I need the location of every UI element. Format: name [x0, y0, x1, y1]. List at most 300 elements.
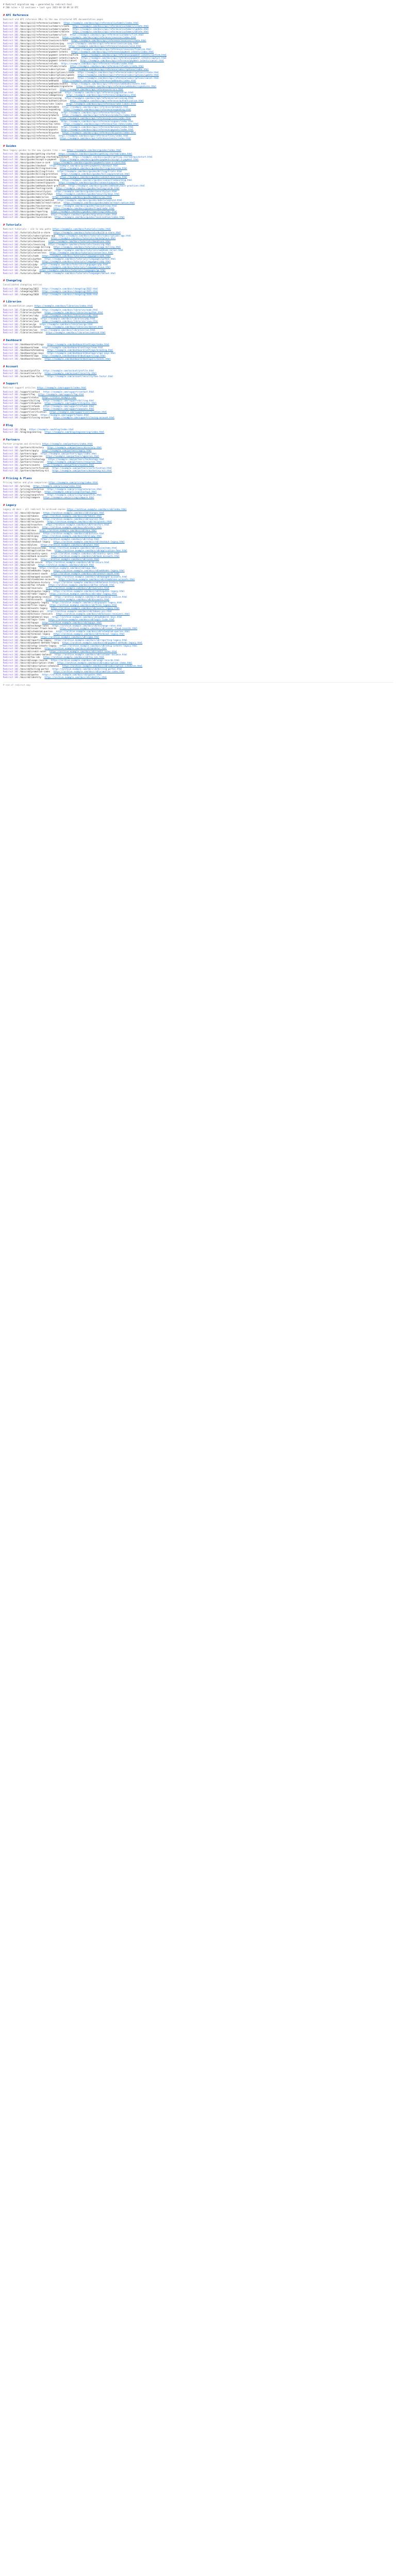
- rule-source-path: /docs/api/v1/reference/refunds/create: [20, 65, 67, 68]
- rule-target-link[interactable]: https://archive.example.com/docs/v0/billing-portal.html: [52, 667, 122, 670]
- rule-keyword: Redirect 301: [3, 452, 20, 455]
- redirect-lines: [3, 446, 393, 472]
- rule-keyword: Redirect 301: [3, 641, 20, 645]
- rule-target-link[interactable]: https://example.com/support/taxes.html: [41, 413, 89, 416]
- section-link[interactable]: https://example.com/docs/libraries/index.html: [34, 304, 93, 308]
- rule-keyword: Redirect 301: [3, 399, 20, 402]
- rule-target-link[interactable]: https://archive.example.com/docs/v0/plans.html: [41, 544, 100, 546]
- rule-target-link[interactable]: https://example.com/docs/api/reference/customers/create.html: [72, 25, 149, 27]
- hash-icon: #: [3, 339, 5, 343]
- rule-target-link[interactable]: https://example.com/partners/agencies.html: [45, 455, 100, 458]
- rule-target-link[interactable]: https://example.com/docs/api/reference/invoices/finalize.html: [74, 47, 152, 50]
- rule-target-link[interactable]: https://example.com/support/billing.html: [43, 399, 94, 402]
- rule-keyword: Redirect 301: [3, 416, 20, 419]
- rule-keyword: Redirect 301: [3, 56, 20, 59]
- section-note: [3, 508, 393, 511]
- rule-target-link[interactable]: https://example.com/docs/api/reference/subscriptions/create.html: [77, 71, 159, 74]
- rule-target-link[interactable]: https://example.com/support/verification.html: [50, 410, 107, 413]
- rule-source-path: /docs/api/v1/reference/customers: [20, 22, 60, 25]
- hash-icon: #: [3, 144, 5, 148]
- rule-target-link[interactable]: https://example.com/docs/api/reference/subscriptions/update.html: [77, 74, 159, 77]
- rule-target-link[interactable]: https://example.com/pricing/nonprofits.html: [47, 493, 102, 496]
- rule-target-link[interactable]: https://archive.example.com/docs/v0/ephemeral-keys.html: [52, 615, 122, 618]
- rule-target-link[interactable]: https://example.com/support/closing-account.html: [53, 416, 114, 419]
- rule-keyword: Redirect 301: [3, 85, 20, 88]
- rule-target-link[interactable]: https://example.com/docs/guides/security/pci.html: [55, 190, 117, 193]
- rule-target-link[interactable]: https://example.com/docs/tutorials/languages/ruby.html: [42, 260, 111, 263]
- rule-target-link[interactable]: https://example.com/docs/api/reference/versioning.html: [64, 96, 134, 99]
- rule-target-link[interactable]: https://archive.example.com/docs/v0/orders.html: [42, 526, 102, 529]
- rule-target-link[interactable]: https://example.com/docs/guides/payments/accept-a-payment.html: [60, 158, 139, 161]
- rule-target-link[interactable]: https://archive.example.com/docs/v0/fee-refunds.html: [48, 584, 114, 587]
- rule-target-link[interactable]: https://example.com/docs/guides/payments/checkout.html: [50, 164, 119, 167]
- rule-target-link[interactable]: https://archive.example.com/docs/v0/connect-oauth.html: [51, 572, 120, 575]
- rule-source-path: /docs/api/v1/reference/errors: [20, 88, 57, 91]
- rule-target-link[interactable]: https://archive.example.com/docs/v0/upcoming-invoice.html: [55, 595, 127, 598]
- rule-target-link[interactable]: https://example.com/docs/guides/mobile/react-native.html: [63, 201, 135, 205]
- rule-target-link[interactable]: https://archive.example.com/docs/v0/reversals.html: [45, 586, 110, 589]
- rule-source-path: /docs/v0/balance-history: [20, 581, 51, 584]
- rule-target-link[interactable]: https://example.com/docs/guides/connect/onboarding.html: [62, 178, 133, 181]
- section-title-text: Partners: [6, 438, 20, 442]
- rule-keyword: Redirect 301: [3, 25, 20, 27]
- rule-target-link[interactable]: https://archive.example.com/docs/v0/3d-secure.html: [45, 561, 110, 564]
- rule-target-link[interactable]: https://example.com/partners/technology.html: [48, 457, 105, 461]
- rule-source-path: /libraries/python: [20, 311, 41, 314]
- rule-target-link[interactable]: https://example.com/docs/libraries/ios.html: [41, 328, 96, 331]
- rule-target-link[interactable]: https://example.com/docs/changelog/2022.html: [42, 287, 98, 290]
- rule-keyword: Redirect 301: [3, 184, 20, 187]
- rule-target-link[interactable]: https://example.com/docs/guides/mobile/ios.html: [52, 196, 112, 199]
- rule-keyword: Redirect 301: [3, 94, 20, 97]
- rule-keyword: Redirect 301: [3, 254, 20, 257]
- rule-source-path: /docs/v0/cards: [20, 557, 38, 561]
- rule-source-path: /blog: [20, 428, 26, 431]
- rule-keyword: Redirect 301: [3, 644, 20, 647]
- rule-source-path: /docs/api/v1/reference/subscriptions/cancel: [20, 76, 75, 79]
- rule-keyword: Redirect 301: [3, 515, 20, 518]
- rule-target-link[interactable]: https://example.com/docs/api/reference/webhooks/index.html: [62, 79, 136, 82]
- rule-target-link[interactable]: https://archive.example.com/docs/v0/disputes-legacy.html: [53, 589, 125, 592]
- rule-target-link[interactable]: https://example.com/docs/api/reference/payment-intents/cancel.html: [80, 59, 164, 62]
- rule-source-path: /dashboard/events: [20, 358, 41, 361]
- rule-keyword: Redirect 301: [3, 578, 20, 581]
- rule-source-path: /docs/guides/migration: [20, 213, 48, 216]
- rule-target-link[interactable]: https://example.com/docs/tutorials/invoicing.html: [48, 243, 111, 246]
- section-link[interactable]: https://example.com/pricing/index.html: [48, 481, 98, 484]
- rule-target-link[interactable]: https://archive.example.com/docs/v0/payouts-legacy.html: [52, 601, 122, 604]
- rule-target-link[interactable]: https://archive.example.com/docs/v0/sources.html: [43, 517, 105, 520]
- section-title-text: Tutorials: [6, 223, 22, 227]
- rule-target-link[interactable]: https://archive.example.com/docs/v0/events-legacy.html: [51, 607, 120, 610]
- rule-target-link[interactable]: https://example.com/docs/api/reference/prices/index.html: [60, 117, 131, 120]
- rule-target-link[interactable]: https://example.com/pricing/enterprise.html: [47, 487, 102, 490]
- rule-keyword: Redirect 301: [3, 111, 20, 114]
- rule-source-path: /docs/guides/webhooks/best-practices: [20, 184, 65, 187]
- rule-target-link[interactable]: https://archive.example.com/docs/v0/reporting-legacy.html: [55, 638, 127, 641]
- rule-target-link[interactable]: https://example.com/dashboard/developers/logs.html: [42, 354, 106, 358]
- rule-keyword: Redirect 301: [3, 469, 20, 472]
- rule-target-link[interactable]: https://archive.example.com/docs/v0/ach.html: [38, 564, 94, 567]
- rule-target-link[interactable]: https://example.com/docs/api/reference/payment-intents/index.html: [71, 50, 154, 54]
- rule-target-link[interactable]: https://example.com/docs/api/reference/payment-intents/capture.html: [81, 56, 167, 59]
- rule-target-link[interactable]: https://status.example.com/: [42, 396, 77, 399]
- rule-target-link[interactable]: https://example.com/docs/tutorials/languages/node.html: [42, 254, 111, 257]
- rule-target-link[interactable]: https://example.com/docs/api/reference/invoices/void.html: [69, 45, 141, 48]
- rule-target-link[interactable]: https://archive.example.com/docs/v0/bitcoin.html: [43, 532, 105, 535]
- rule-keyword: Redirect 301: [3, 210, 20, 213]
- rule-source-path: /account/two-factor: [20, 375, 44, 378]
- rule-keyword: Redirect 301: [3, 369, 20, 372]
- rule-target-link[interactable]: https://example.com/docs/api/reference/refunds/index.html: [61, 62, 134, 65]
- rule-target-link[interactable]: https://example.com/docs/api/reference/products/index.html: [62, 114, 136, 117]
- rule-target-link[interactable]: https://example.com/docs/libraries/dotnet.html: [44, 326, 103, 329]
- rule-keyword: Redirect 301: [3, 586, 20, 589]
- redirect-lines: [3, 309, 393, 334]
- rule-keyword: Redirect 301: [3, 108, 20, 111]
- rule-target-link[interactable]: https://archive.example.com/docs/v0/identity.html: [44, 676, 107, 679]
- rule-target-link[interactable]: https://example.com/docs/api/reference/refunds/create.html: [70, 65, 144, 68]
- rule-target-link[interactable]: https://example.com/docs/api/reference/idempotency.html: [66, 94, 136, 97]
- rule-target-link[interactable]: https://archive.example.com/docs/v0/tokens-pii.html: [47, 609, 112, 613]
- rule-target-link[interactable]: https://example.com/support/faq.html: [38, 393, 84, 396]
- rule-target-link[interactable]: https://example.com/docs/api/reference/events/index.html: [60, 137, 131, 140]
- section-title-text: API Reference: [6, 14, 29, 17]
- rule-keyword: Redirect 301: [3, 36, 20, 39]
- rule-keyword: Redirect 301: [3, 328, 20, 331]
- rule-target-link[interactable]: https://example.com/dashboard/developers/api-keys.html: [47, 351, 116, 354]
- rule-target-link[interactable]: https://archive.example.com/docs/v0/issuer-fraud-records.html: [60, 627, 138, 630]
- rule-target-link[interactable]: https://example.com/docs/api/reference/customers/delete.html: [72, 30, 149, 33]
- rule-keyword: Redirect 301: [3, 532, 20, 535]
- rule-target-link[interactable]: https://archive.example.com/docs/v0/setup-intents-legacy.html: [60, 644, 138, 647]
- rule-target-link[interactable]: https://example.com/blog/index.html: [29, 428, 74, 431]
- rule-target-link[interactable]: https://example.com/docs/guides/tax/overview.html: [55, 204, 117, 207]
- rule-target-link[interactable]: https://archive.example.com/docs/v0/bank-accounts.html: [51, 555, 120, 558]
- rule-target-link[interactable]: https://archive.example.com/docs/v0/balance-history.html: [53, 581, 125, 584]
- rule-target-link[interactable]: https://example.com/support/refunds.html: [43, 404, 94, 408]
- rule-target-link[interactable]: https://example.com/docs/tutorials/languages/java.html: [42, 266, 111, 269]
- rule-keyword: Redirect 301: [3, 546, 20, 549]
- rule-keyword: Redirect 301: [3, 552, 20, 555]
- rule-target-link[interactable]: https://example.com/docs/guides/connect/overview.html: [60, 175, 127, 178]
- rule-target-link[interactable]: https://archive.example.com/docs/v0/credit-notes.html: [50, 650, 117, 653]
- rule-target-link[interactable]: https://example.com/docs/changelog/2021.html: [42, 290, 98, 293]
- rule-target-link[interactable]: https://example.com/docs/guides/security/keys.html: [56, 193, 120, 196]
- redirect-rule: [3, 431, 393, 434]
- rule-source-path: /docs/v0/webhooks-legacy: [20, 569, 51, 572]
- rule-source-path: /tutorials/node: [20, 254, 39, 257]
- rule-target-link[interactable]: https://example.com/docs/tutorials/usage-billing.html: [53, 246, 121, 249]
- rule-target-link[interactable]: https://example.com/docs/guides/getting-started/quickstart.html: [72, 155, 153, 158]
- rule-source-path: /docs/guides/billing/trials: [20, 170, 54, 173]
- rule-keyword: Redirect 301: [3, 260, 20, 263]
- rule-source-path: /docs/guides/mobile/ios: [20, 196, 49, 199]
- rule-target-link[interactable]: https://example.com/docs/tutorials/donations.html: [48, 240, 111, 243]
- rule-target-link[interactable]: https://example.com/docs/tutorials/languages/dotnet.html: [44, 272, 116, 275]
- rule-keyword: Redirect 301: [3, 630, 20, 633]
- rule-target-link[interactable]: https://example.com/partners/apply.html: [42, 449, 92, 452]
- rule-target-link[interactable]: https://archive.example.com/docs/v0/charges.html: [43, 512, 105, 515]
- section-title: [3, 300, 393, 304]
- rule-target-link[interactable]: https://archive.example.com/docs/v0/discounts.html: [45, 598, 110, 601]
- rule-target-link[interactable]: https://example.com/docs/api/reference/expanding.html: [63, 108, 131, 111]
- rule-target-link[interactable]: https://archive.example.com/docs/v0/subscription-schedules.html: [62, 664, 143, 667]
- rule-target-link[interactable]: https://example.com/docs/api/reference/webhooks/events.html: [71, 82, 146, 85]
- rule-target-link[interactable]: https://example.com/docs/guides/mobile/android.html: [57, 198, 122, 201]
- rule-keyword: Redirect 301: [3, 317, 20, 320]
- rule-target-link[interactable]: https://archive.example.com/docs/v0/tokens.html: [42, 515, 102, 518]
- rule-target-link[interactable]: https://example.com/docs/api/reference/payment-intents/confirm.html: [81, 53, 167, 56]
- redirect-rule: [3, 676, 393, 679]
- rule-keyword: Redirect 301: [3, 358, 20, 361]
- rule-keyword: Redirect 301: [3, 234, 20, 237]
- section-title-text: Dashboard: [6, 339, 22, 343]
- rule-target-link[interactable]: https://example.com/docs/api/reference/pagination.html: [64, 91, 134, 94]
- section-link[interactable]: https://example.com/docs/tutorials/index.html: [52, 227, 111, 230]
- rule-target-link[interactable]: https://example.com/docs/api/reference/invoices/create.html: [71, 39, 146, 42]
- hash-icon: #: [3, 223, 5, 227]
- rule-source-path: /pricing/enterprise: [20, 487, 44, 490]
- rule-source-path: /tutorials/invoicing: [20, 243, 45, 246]
- rule-target-link[interactable]: https://example.com/partners/certification.html: [52, 466, 112, 469]
- rule-target-link[interactable]: https://example.com/docs/api/reference/rate-limits.html: [66, 103, 136, 106]
- rule-source-path: /docs/v0/orders: [20, 526, 39, 529]
- rule-target-link[interactable]: https://example.com/docs/api/reference/payouts/index.html: [61, 128, 134, 131]
- rule-target-link[interactable]: https://example.com/docs/tutorials/subscriptions-app.html: [58, 234, 131, 237]
- rule-target-link[interactable]: https://archive.example.com/docs/v0/checkout-legacy.html: [53, 540, 125, 544]
- rule-target-link[interactable]: https://example.com/account/profile.html: [43, 369, 94, 372]
- rule-target-link[interactable]: https://archive.example.com/docs/v0/managed-accounts.html: [55, 575, 127, 578]
- rule-target-link[interactable]: https://example.com/docs/guides/billing/trials.html: [57, 170, 122, 173]
- rule-target-link[interactable]: https://example.com/docs/guides/billing/overview.html: [60, 167, 127, 170]
- rule-source-path: /docs/api/v1/reference/files: [20, 134, 56, 137]
- rule-target-link[interactable]: https://archive.example.com/docs/v0/tax-ids.html: [43, 656, 105, 659]
- section-note-text: Redirect support articles: [3, 386, 36, 389]
- rule-target-link[interactable]: https://archive.example.com/docs/v0/skus.html: [39, 529, 97, 532]
- rule-target-link[interactable]: https://example.com/docs/api/reference/errors.html: [60, 88, 124, 91]
- rule-target-link[interactable]: https://example.com/docs/changelog/2020.html: [42, 293, 98, 296]
- rule-target-link[interactable]: https://example.com/dashboard/settings/index.html: [47, 343, 110, 346]
- rule-target-link[interactable]: https://example.com/docs/guides/connect/payouts.html: [58, 181, 125, 184]
- rule-target-link[interactable]: https://example.com/docs/tutorials/build-a-store.html: [53, 231, 121, 234]
- rule-keyword: Redirect 301: [3, 413, 20, 416]
- rule-target-link[interactable]: https://example.com/support/disputes.html: [44, 402, 97, 405]
- rule-source-path: /tutorials/serverless: [20, 251, 46, 255]
- rule-target-link[interactable]: https://example.com/docs/guides/fraud/radar.html: [53, 207, 114, 210]
- rule-target-link[interactable]: https://example.com/docs/api/reference/invoices/pay.html: [67, 42, 139, 45]
- rule-source-path: /tutorials/usage-billing: [20, 246, 51, 249]
- rule-keyword: Redirect 301: [3, 653, 20, 656]
- rule-keyword: Redirect 301: [3, 216, 20, 219]
- rule-target-link[interactable]: https://archive.example.com/docs/v0/promotion-codes.html: [53, 670, 125, 673]
- rule-target-link[interactable]: https://example.com/docs/api/reference/authentication.html: [70, 99, 144, 103]
- rule-keyword: Redirect 301: [3, 457, 20, 461]
- rule-target-link[interactable]: https://example.com/account/security.html: [44, 372, 97, 375]
- section-9: [3, 438, 393, 472]
- rule-target-link[interactable]: https://archive.example.com/docs/v0/recipients.html: [47, 520, 112, 523]
- rule-target-link[interactable]: https://example.com/docs/libraries/python.html: [44, 311, 103, 314]
- rule-target-link[interactable]: https://archive.example.com/docs/v0/country-specs.html: [51, 552, 120, 555]
- rule-source-path: /docs/v0/usage-records: [20, 658, 48, 662]
- rule-target-link[interactable]: https://example.com/docs/tutorials/languages/python.html: [44, 257, 116, 260]
- hash-icon: #: [3, 382, 5, 386]
- rule-target-link[interactable]: https://example.com/docs/guides/reporting/index.html: [51, 210, 117, 213]
- rule-target-link[interactable]: https://example.com/pricing/startups.html: [44, 490, 97, 494]
- rule-keyword: Redirect 301: [3, 173, 20, 176]
- header-line-1: # Redirect migration map — generated by redirect-tool: [3, 3, 72, 6]
- rule-target-link[interactable]: https://example.com/docs/guides/payments/save-a-card.html: [53, 161, 126, 164]
- rule-source-path: /partners/marketing-kit: [20, 469, 49, 472]
- redirect-lines: [3, 485, 393, 499]
- rule-target-link[interactable]: https://example.com/docs/api/reference/testing.html: [61, 111, 126, 114]
- rule-keyword: Redirect 301: [3, 676, 20, 679]
- rule-target-link[interactable]: https://example.com/docs/api/reference/balance/index.html: [61, 125, 134, 128]
- rule-keyword: Redirect 301: [3, 167, 20, 170]
- rule-target-link[interactable]: https://example.com/docs/api/reference/subscriptions/cancel.html: [77, 76, 159, 79]
- rule-keyword: Redirect 301: [3, 134, 20, 137]
- rule-keyword: Redirect 301: [3, 105, 20, 108]
- rule-target-link[interactable]: https://example.com/docs/libraries/php.html: [41, 317, 96, 320]
- rule-keyword: Redirect 301: [3, 487, 20, 490]
- rule-target-link[interactable]: https://archive.example.com/docs/v0/scheduled-queries.html: [56, 630, 130, 633]
- rule-target-link[interactable]: https://example.com/partners/apps/index.html: [41, 452, 97, 455]
- rule-source-path: /account/profile: [20, 369, 40, 372]
- rule-source-path: /tutorials/subscriptions-app: [20, 234, 56, 237]
- section-7: [3, 382, 393, 419]
- rule-source-path: /changelog/2022: [20, 287, 39, 290]
- rule-target-link[interactable]: https://example.com/pricing/index.html: [33, 485, 81, 488]
- rule-source-path: /libraries/go: [20, 323, 37, 326]
- rule-target-link[interactable]: https://example.com/support/contact.html: [43, 390, 94, 393]
- rule-target-link[interactable]: https://example.com/docs/api/reference/coupons/index.html: [61, 120, 134, 123]
- rule-target-link[interactable]: https://example.com/docs/api/reference/subscriptions/index.html: [69, 67, 149, 71]
- rule-target-link[interactable]: https://archive.example.com/docs/v0/mandates.html: [44, 647, 107, 650]
- rule-target-link[interactable]: https://example.com/docs/guides/localization/index.html: [55, 216, 125, 219]
- rule-keyword: Redirect 301: [3, 257, 20, 260]
- rule-keyword: Redirect 301: [3, 431, 20, 434]
- rule-target-link[interactable]: https://archive.example.com/docs/v0/sepa.html: [39, 566, 97, 569]
- section-link[interactable]: https://example.com/support/index.html: [37, 386, 87, 389]
- rule-target-link[interactable]: https://example.com/dashboard/developers/events.html: [44, 358, 111, 361]
- rule-target-link[interactable]: https://archive.example.com/docs/v0/relay.html: [41, 537, 100, 540]
- section-link[interactable]: https://example.com/partners/index.html: [42, 442, 93, 445]
- rule-keyword: Redirect 301: [3, 103, 20, 106]
- rule-target-link[interactable]: https://archive.example.com/docs/v0/topups.html: [42, 621, 102, 624]
- section-link[interactable]: https://archive.example.com/docs/v0/index.html: [67, 508, 127, 511]
- rule-source-path: /dashboard/logs: [20, 354, 39, 358]
- rule-target-link[interactable]: https://example.com/docs/guides/webhooks/best-practices.html: [69, 184, 145, 187]
- rule-keyword: Redirect 301: [3, 248, 20, 251]
- rule-target-link[interactable]: https://archive.example.com/docs/v0/usage-records.html: [51, 658, 120, 662]
- rule-target-link[interactable]: https://example.com/docs/guides/getting-started/index.html: [58, 152, 133, 156]
- rule-target-link[interactable]: https://example.com/docs/api/reference/tax-rates/index.html: [63, 123, 139, 126]
- rule-target-link[interactable]: https://archive.example.com/docs/v0/standalone-accounts.html: [58, 578, 135, 581]
- rule-source-path: /tutorials/python: [20, 257, 41, 260]
- rule-target-link[interactable]: https://example.com/blog/engineering/index.html: [44, 431, 105, 434]
- rule-target-link[interactable]: https://example.com/docs/api/reference/files/index.html: [58, 134, 129, 137]
- rule-target-link[interactable]: https://archive.example.com/docs/v0/cards.html: [41, 557, 100, 561]
- rule-keyword: Redirect 301: [3, 656, 20, 659]
- rule-target-link[interactable]: https://archive.example.com/docs/v0/webhooks-legacy.html: [53, 569, 125, 572]
- rule-target-link[interactable]: https://archive.example.com/docs/v0/radar-legacy.html: [50, 592, 117, 596]
- rule-target-link[interactable]: https://example.com/docs/libraries/go.html: [39, 323, 93, 326]
- rule-target-link[interactable]: https://example.com/docs/libraries/java.html: [42, 320, 98, 323]
- rule-keyword: Redirect 301: [3, 155, 20, 158]
- rule-target-link[interactable]: https://example.com/docs/api/reference/metadata.html: [62, 105, 129, 108]
- rule-target-link[interactable]: https://archive.example.com/docs/v0/alipay.html: [42, 535, 102, 538]
- section-3: [3, 279, 393, 296]
- rule-target-link[interactable]: https://archive.example.com/docs/v0/quotes.html: [42, 673, 102, 676]
- rule-target-link[interactable]: https://example.com/partners/directory.html: [47, 446, 102, 449]
- rule-target-link[interactable]: https://archive.example.com/docs/v0/files-legacy.html: [50, 604, 117, 607]
- rule-keyword: Redirect 301: [3, 584, 20, 587]
- rule-target-link[interactable]: https://example.com/docs/api/reference/customers/list.html: [70, 33, 144, 36]
- footer-text: # end of redirect map: [3, 683, 30, 686]
- rule-target-link[interactable]: https://example.com/docs/guides/testing/cards.html: [56, 187, 120, 190]
- rule-target-link[interactable]: https://example.com/partners/resources.html: [47, 461, 102, 464]
- section-title-text: Changelog: [6, 279, 22, 283]
- rule-target-link[interactable]: https://archive.example.com/docs/v0/invoiceitems.html: [50, 546, 117, 549]
- rule-target-link[interactable]: https://example.com/docs/libraries/android.html: [45, 331, 106, 334]
- rule-target-link[interactable]: https://archive.example.com/docs/v0/transfers.html: [45, 523, 110, 526]
- rule-source-path: /tutorials/build-a-store: [20, 231, 51, 234]
- rule-target-link[interactable]: https://example.com/support/payouts.html: [43, 408, 94, 411]
- rule-target-link[interactable]: https://example.com/docs/guides/migration/index.html: [51, 213, 117, 216]
- section-title: [3, 14, 393, 18]
- rule-target-link[interactable]: https://example.com/docs/guides/billing/proration.html: [61, 173, 130, 176]
- rule-target-link[interactable]: https://example.com/docs/api/reference/webhooks/signatures.html: [76, 85, 157, 88]
- rule-target-link[interactable]: https://example.com/partners/events.html: [43, 463, 94, 466]
- rule-keyword: Redirect 301: [3, 569, 20, 572]
- rule-keyword: Redirect 301: [3, 272, 20, 275]
- rule-target-link[interactable]: https://example.com/docs/libraries/ruby.html: [42, 314, 98, 317]
- rule-target-link[interactable]: https://example.com/docs/tutorials/webhook-server.html: [55, 248, 124, 251]
- rule-target-link[interactable]: https://example.com/docs/api/reference/disputes/index.html: [62, 131, 136, 134]
- rule-target-link[interactable]: https://example.com/docs/libraries/node.html: [42, 308, 98, 311]
- rule-keyword: Redirect 301: [3, 670, 20, 673]
- rule-target-link[interactable]: https://example.com/account/security/two-factor.html: [47, 375, 113, 378]
- section-note: [3, 228, 393, 230]
- rule-target-link[interactable]: https://example.com/docs/tutorials/languages/php.html: [41, 263, 108, 266]
- rule-target-link[interactable]: https://example.com/docs/api/reference/invoices/index.html: [62, 36, 136, 39]
- rule-target-link[interactable]: https://example.com/docs/tutorials/marketplace.html: [51, 237, 116, 240]
- rule-target-link[interactable]: https://example.com/docs/tutorials/serverless.html: [50, 251, 113, 255]
- section-link[interactable]: https://example.com/docs/guides/index.html: [67, 148, 122, 151]
- rule-target-link[interactable]: https://archive.example.com/docs/v0/sigma.html: [41, 636, 100, 638]
- rule-target-link[interactable]: https://archive.example.com/docs/v0/login-links.html: [48, 618, 114, 621]
- rule-target-link[interactable]: https://archive.example.com/docs/v0/bitcoin-receivers.html: [56, 613, 130, 616]
- rule-source-path: /docs/v0/upcoming-invoice: [20, 595, 52, 598]
- rule-target-link[interactable]: https://example.com/dashboard/settings/team.html: [42, 346, 103, 349]
- rule-target-link[interactable]: https://archive.example.com/docs/v0/exchange-rates.html: [52, 624, 122, 627]
- rule-target-link[interactable]: https://example.com/pricing/compare.html: [43, 496, 94, 499]
- section-note-text: Redirect old API reference URLs to the new structured API documentation pages: [3, 18, 104, 21]
- rule-keyword: Redirect 301: [3, 607, 20, 610]
- rule-source-path: /docs/api/v1/reference/versioning: [20, 96, 62, 99]
- rule-target-link[interactable]: https://archive.example.com/docs/v0/customer-balance.html: [55, 653, 127, 656]
- rule-target-link[interactable]: https://example.com/dashboard/settings/branding.html: [47, 349, 113, 352]
- rule-target-link[interactable]: https://archive.example.com/docs/v0/terminal-legacy.html: [53, 633, 125, 636]
- rule-source-path: /docs/v0/ach: [20, 564, 35, 567]
- rule-target-link[interactable]: https://example.com/docs/api/reference/customers/update.html: [72, 27, 149, 30]
- rule-target-link[interactable]: https://example.com/docs/tutorials/languages/go.html: [39, 268, 106, 272]
- rule-target-link[interactable]: https://archive.example.com/docs/v0/application-fees.html: [55, 549, 127, 552]
- rule-target-link[interactable]: https://example.com/docs/api/reference/customers/index.html: [63, 22, 139, 25]
- rule-target-link[interactable]: https://archive.example.com/docs/v0/payment-methods-legacy.html: [62, 641, 143, 645]
- rule-target-link[interactable]: https://archive.example.com/docs/v0/subscription-items.html: [57, 662, 133, 665]
- rule-target-link[interactable]: https://example.com/partners/marketing-kit.html: [52, 469, 112, 472]
